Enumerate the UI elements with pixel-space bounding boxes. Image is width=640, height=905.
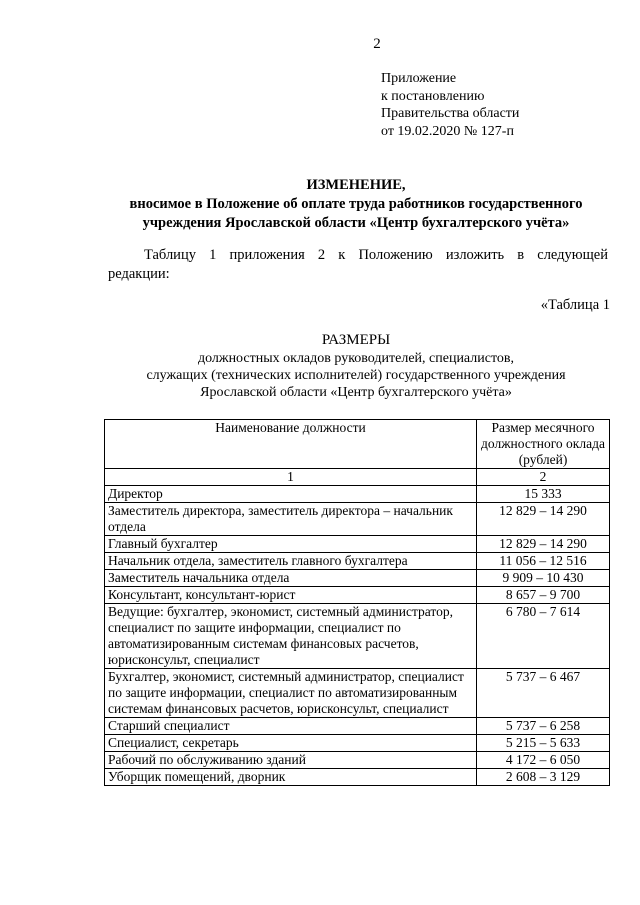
caption-line: Ярославской области «Центр бухгалтерского учёта» [200, 385, 512, 400]
title-line: ИЗМЕНЕНИЕ, [306, 177, 406, 193]
table-caption [95, 332, 617, 401]
column-index: 1 [105, 469, 477, 486]
annex-line: Приложение [381, 71, 457, 86]
annex-line: Правительства области [381, 106, 520, 121]
document-title [95, 176, 617, 233]
salary-range-cell: 12 829 – 14 290 [477, 503, 610, 536]
caption-line: служащих (технических исполнителей) государственного учреждения [146, 368, 566, 383]
annex-block [381, 70, 519, 140]
salary-range-cell: 15 333 [477, 486, 610, 503]
intro-line: редакции: [108, 266, 170, 282]
intro-line: Таблицу 1 приложения 2 к Положению изложить в следующей [144, 247, 608, 263]
table-row [105, 669, 610, 718]
position-name-cell: Главный бухгалтер [105, 536, 477, 553]
salary-range-cell: 8 657 – 9 700 [477, 587, 610, 604]
salary-range-cell: 6 780 – 7 614 [477, 604, 610, 669]
table-row [105, 718, 610, 735]
salary-range-cell: 12 829 – 14 290 [477, 536, 610, 553]
page-number: 2 [373, 36, 381, 52]
position-name-cell: Рабочий по обслуживанию зданий [105, 752, 477, 769]
column-index: 2 [477, 469, 610, 486]
salary-range-cell: 11 056 – 12 516 [477, 553, 610, 570]
table-row [105, 587, 610, 604]
header-position-name: Наименование должности [105, 420, 477, 469]
salary-range-cell: 5 737 – 6 258 [477, 718, 610, 735]
position-name-cell: Начальник отдела, заместитель главного бухгалтера [105, 553, 477, 570]
intro-paragraph [108, 246, 608, 284]
table-row [105, 735, 610, 752]
salary-range-cell: 5 215 – 5 633 [477, 735, 610, 752]
salary-range-cell: 2 608 – 3 129 [477, 769, 610, 786]
table-reference: «Таблица 1 [540, 297, 610, 313]
position-name-cell: Директор [105, 486, 477, 503]
caption-title: РАЗМЕРЫ [321, 332, 391, 348]
table-row [105, 503, 610, 536]
annex-line: к постановлению [381, 88, 485, 104]
position-name-cell: Консультант, консультант-юрист [105, 587, 477, 604]
title-line: учреждения Ярославской области «Центр бухгалтерского учёта» [142, 215, 570, 231]
position-name-cell: Заместитель начальника отдела [105, 570, 477, 587]
table-row [105, 769, 610, 786]
table-row [105, 486, 610, 503]
table-row [105, 553, 610, 570]
position-name-cell: Уборщик помещений, дворник [105, 769, 477, 786]
table-row [105, 536, 610, 553]
table-row [105, 604, 610, 669]
salary-range-cell: 9 909 – 10 430 [477, 570, 610, 587]
table-row [105, 570, 610, 587]
table-header-row [105, 420, 610, 469]
position-name-cell: Заместитель директора, заместитель директора – начальник отдела [105, 503, 477, 536]
position-name-cell: Ведущие: бухгалтер, экономист, системный администратор, специалист по защите информации, специалист по автоматизированным системам финансовых расчетов, юрисконсульт, специалист [105, 604, 477, 669]
position-name-cell: Старший специалист [105, 718, 477, 735]
position-name-cell: Специалист, секретарь [105, 735, 477, 752]
title-line: вносимое в Положение об оплате труда работников государственного [129, 196, 583, 212]
caption-line: должностных окладов руководителей, специалистов, [197, 351, 515, 366]
salary-table [104, 419, 610, 786]
position-name-cell: Бухгалтер, экономист, системный администратор, специалист по защите информации, специалист по автоматизированным системам финансовых расчетов, юрисконсульт, специалист [105, 669, 477, 718]
header-salary-size: Размер месячного должностного оклада (рублей) [477, 420, 610, 469]
salary-range-cell: 5 737 – 6 467 [477, 669, 610, 718]
column-index-row [105, 469, 610, 486]
annex-line: от 19.02.2020 № 127-п [381, 123, 514, 139]
salary-range-cell: 4 172 – 6 050 [477, 752, 610, 769]
table-row [105, 752, 610, 769]
